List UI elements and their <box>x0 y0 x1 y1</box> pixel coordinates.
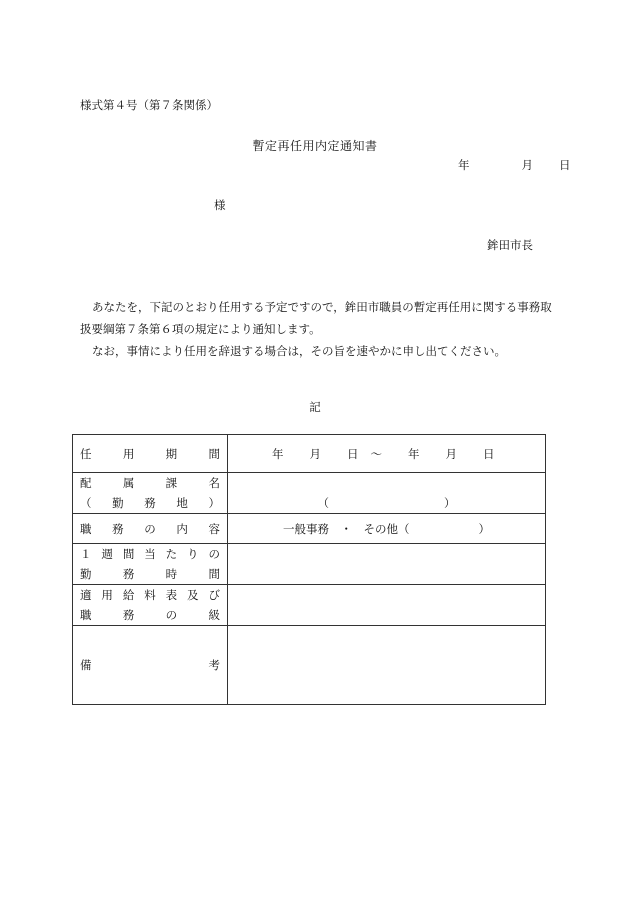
remarks-value <box>228 626 546 705</box>
table-row <box>73 514 546 544</box>
weekly-hours-value <box>228 544 546 585</box>
ki-heading: 記 <box>309 400 321 414</box>
date-year-label: 年 <box>458 158 470 172</box>
addressee-suffix: 様 <box>214 198 226 212</box>
table-row <box>73 626 546 705</box>
duties-label: 職 務 の 内 容 <box>73 514 228 544</box>
period-value: 年 月 日 ～ 年 月 日 <box>228 435 546 473</box>
duties-value: 一般事務 ・ その他（ ） <box>228 514 546 544</box>
date-month-label: 月 <box>521 158 533 172</box>
notice-paragraph: あなたを，下記のとおり任用する予定ですので，鉾田市職員の暫定再任用に関する事務取扱要綱第７条第６項の規定により通知します。 <box>80 300 552 336</box>
remarks-label: 備 考 <box>73 626 228 705</box>
table-row <box>73 544 546 585</box>
table-row <box>73 585 546 626</box>
details-table <box>72 434 546 705</box>
form-number-label: 様式第４号（第７条関係） <box>80 98 218 112</box>
sender-name: 鉾田市長 <box>487 238 533 252</box>
salary-grade-value <box>228 585 546 626</box>
department-label: 配 属 課 名 （ 勤 務 地 ） <box>73 473 228 514</box>
notice-body <box>80 296 552 362</box>
date-day-label: 日 <box>559 158 571 172</box>
weekly-hours-label: １ 週 間 当 た り の 勤 務 時 間 <box>73 544 228 585</box>
table-row <box>73 435 546 473</box>
table-row <box>73 473 546 514</box>
issue-date <box>458 157 571 173</box>
notice-paragraph: なお，事情により任用を辞退する場合は，その旨を速やかに申し出てください。 <box>92 344 506 358</box>
salary-grade-label: 適 用 給 料 表 及 び 職 務 の 級 <box>73 585 228 626</box>
department-value: （ ） <box>228 473 546 514</box>
period-label: 任 用 期 間 <box>73 435 228 473</box>
document-title: 暫定再任用内定通知書 <box>252 139 378 153</box>
